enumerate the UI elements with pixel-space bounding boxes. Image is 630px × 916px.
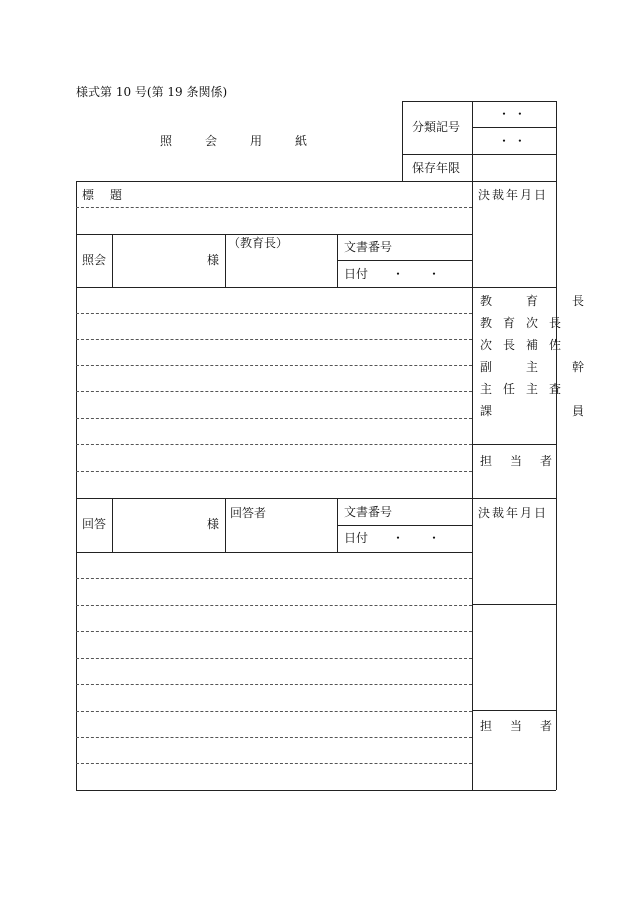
- form-number: 様式第 10 号(第 19 条関係): [76, 85, 228, 99]
- reply-decision-date-label: 決裁年月日: [478, 506, 549, 520]
- approver-staff: 課 員: [480, 404, 596, 418]
- inquiry-date-label: 日付 ・ ・: [344, 267, 441, 281]
- reply-body-line: [76, 711, 472, 712]
- reply-date-label: 日付 ・ ・: [344, 531, 441, 545]
- classification-row2: ・ ・: [498, 134, 526, 148]
- subject-label: 標 題: [82, 188, 125, 202]
- inquiry-body-line: [76, 339, 472, 340]
- approver-deputy-assistant: 次長補佐: [480, 338, 573, 352]
- approver-chief-examiner: 主任主査: [480, 382, 573, 396]
- inquiry-honorific: 様: [207, 253, 220, 267]
- reply-body-line: [76, 684, 472, 685]
- inquiry-to-label: 照会: [82, 253, 107, 267]
- reply-body-line: [76, 737, 472, 738]
- reply-doc-no-label: 文書番号: [344, 505, 393, 519]
- reply-body-line: [76, 631, 472, 632]
- reply-body-line: [76, 763, 472, 764]
- classification-row1: ・ ・: [498, 107, 526, 121]
- inquiry-body-line: [76, 418, 472, 419]
- inquiry-staff-label: 担 当 者: [480, 454, 556, 468]
- inquiry-body-line: [76, 391, 472, 392]
- inquiry-sender: （教育長）: [228, 236, 289, 250]
- inquiry-decision-date-label: 決裁年月日: [478, 188, 549, 202]
- page-title: 照 会 用 紙: [160, 134, 311, 148]
- reply-body-line: [76, 605, 472, 606]
- approver-superintendent: 教 育 長: [480, 294, 596, 308]
- approver-deputy-superintendent: 教育次長: [480, 316, 573, 330]
- reply-body-line: [76, 658, 472, 659]
- reply-staff-label: 担 当 者: [480, 719, 556, 733]
- inquiry-body-line: [76, 365, 472, 366]
- classification-label: 分類記号: [412, 120, 461, 134]
- reply-body-line: [76, 578, 472, 579]
- approver-vice-chief: 副 主 幹: [480, 360, 596, 374]
- retention-label: 保存年限: [412, 161, 461, 175]
- inquiry-body-line: [76, 313, 472, 314]
- respondent-label: 回答者: [230, 506, 267, 520]
- inquiry-body-line: [76, 444, 472, 445]
- inquiry-doc-no-label: 文書番号: [344, 240, 393, 254]
- subject-line: [76, 207, 472, 208]
- inquiry-body-line: [76, 471, 472, 472]
- reply-honorific: 様: [207, 517, 220, 531]
- reply-to-label: 回答: [82, 517, 107, 531]
